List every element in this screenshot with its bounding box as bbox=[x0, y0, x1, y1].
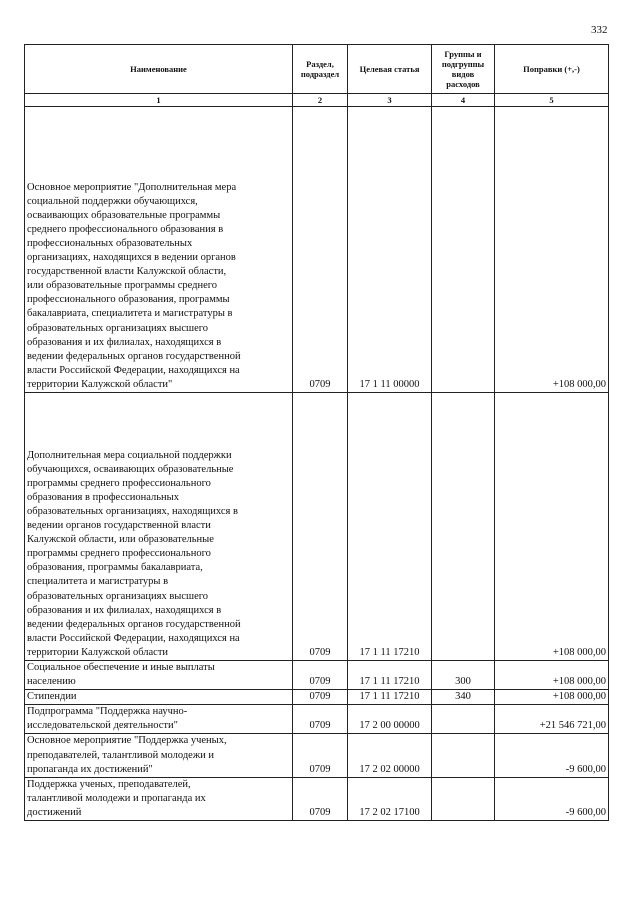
row-name-line: образовательных организациях высшего bbox=[27, 590, 209, 602]
row-section: 0709 bbox=[293, 661, 348, 690]
header-groups-line2: подгруппы bbox=[441, 59, 485, 69]
row-name-line: территории Калужской области bbox=[27, 646, 169, 658]
row-name-line: или образовательные программы среднего bbox=[27, 280, 218, 292]
row-name bbox=[25, 393, 293, 661]
row-amount: +21 546 721,00 bbox=[495, 705, 609, 734]
row-name-line: Калужской области, или образовательные bbox=[27, 534, 214, 546]
row-name-line: Дополнительная мера социальной поддержки bbox=[27, 449, 232, 461]
row-name-line: исследовательской деятельности" bbox=[27, 720, 178, 732]
row-name-line: профессионального образования, программы bbox=[27, 294, 230, 306]
row-name-line: образовательных организациях, находящихся в bbox=[27, 505, 238, 517]
row-group: 340 bbox=[432, 690, 495, 705]
row-section: 0709 bbox=[293, 690, 348, 705]
row-name-line: осваивающих образовательные программы bbox=[27, 209, 221, 221]
row-target: 17 1 11 17210 bbox=[348, 661, 432, 690]
row-name-line: Основное мероприятие "Дополнительная мера bbox=[27, 181, 237, 193]
row-name-line: Основное мероприятие "Поддержка ученых, bbox=[27, 735, 227, 747]
table-row bbox=[25, 734, 609, 777]
header-name: Наименование bbox=[25, 45, 293, 94]
header-amendments: Поправки (+,-) bbox=[495, 45, 609, 94]
column-number-1: 1 bbox=[25, 94, 293, 107]
column-number-row bbox=[25, 94, 609, 107]
row-amount: +108 000,00 bbox=[495, 393, 609, 661]
row-name-line: власти Российской Федерации, находящихся на bbox=[27, 364, 240, 376]
column-number-5: 5 bbox=[495, 94, 609, 107]
row-name-line: обучающихся, осваивающих образовательные bbox=[27, 463, 234, 475]
row-name-line: Стипендии bbox=[27, 691, 77, 703]
row-name-line: Социальное обеспечение и иные выплаты bbox=[27, 662, 215, 673]
row-amount: -9 600,00 bbox=[495, 734, 609, 777]
row-name-line: преподавателей, талантливой молодежи и bbox=[27, 749, 214, 761]
row-target: 17 2 02 17100 bbox=[348, 777, 432, 820]
header-groups-line1: Группы и bbox=[444, 49, 482, 59]
row-name-line: образовательных организациях высшего bbox=[27, 322, 209, 334]
column-number-2: 2 bbox=[293, 94, 348, 107]
row-name-line: ведении федеральных органов государственной bbox=[27, 350, 241, 362]
row-group bbox=[432, 777, 495, 820]
row-section: 0709 bbox=[293, 107, 348, 393]
row-group: 300 bbox=[432, 661, 495, 690]
row-name-line: достижений bbox=[27, 806, 82, 818]
budget-table bbox=[24, 44, 609, 821]
row-name-line: образования в профессиональных bbox=[27, 491, 179, 503]
row-name-line: государственной власти Калужской области, bbox=[27, 266, 227, 278]
row-group bbox=[432, 734, 495, 777]
row-name-line: ведении федеральных органов государственной bbox=[27, 618, 241, 630]
row-target: 17 2 02 00000 bbox=[348, 734, 432, 777]
header-groups bbox=[432, 45, 495, 94]
row-section: 0709 bbox=[293, 705, 348, 734]
row-name-line: специалитета и магистратуры в bbox=[27, 576, 169, 588]
header-section-line2: подраздел bbox=[300, 69, 340, 79]
header-groups-line4: расходов bbox=[446, 79, 480, 89]
table-row bbox=[25, 777, 609, 820]
row-name-line: ведении органов государственной власти bbox=[27, 520, 211, 532]
row-target: 17 1 11 17210 bbox=[348, 690, 432, 705]
row-name-line: программы среднего профессионального bbox=[27, 477, 211, 489]
row-name-line: населению bbox=[27, 676, 76, 688]
row-name-line: социальной поддержки обучающихся, bbox=[27, 195, 198, 207]
column-number-3: 3 bbox=[348, 94, 432, 107]
row-name-line: пропаганда их достижений" bbox=[27, 763, 153, 775]
table-row bbox=[25, 690, 609, 705]
row-target: 17 1 11 17210 bbox=[348, 393, 432, 661]
row-name-line: Поддержка ученых, преподавателей, bbox=[27, 778, 191, 790]
table-row bbox=[25, 705, 609, 734]
row-name-line: образования и их филиалах, находящихся в bbox=[27, 336, 222, 348]
row-name bbox=[25, 107, 293, 393]
header-row bbox=[25, 45, 609, 94]
row-name bbox=[25, 734, 293, 777]
table-row bbox=[25, 393, 609, 661]
row-section: 0709 bbox=[293, 393, 348, 661]
row-name-line: бакалавриата, специалитета и магистратуры в bbox=[27, 308, 233, 320]
row-name-line: власти Российской Федерации, находящихся на bbox=[27, 632, 240, 644]
row-name-line: образования, программы бакалавриата, bbox=[27, 562, 203, 574]
row-name-line: организациях, находящихся в ведении органов bbox=[27, 252, 236, 264]
row-target: 17 1 11 00000 bbox=[348, 107, 432, 393]
row-name-line: образования и их филиалах, находящихся в bbox=[27, 604, 222, 616]
row-name bbox=[25, 705, 293, 734]
row-name-line: программы среднего профессионального bbox=[27, 548, 211, 560]
row-section: 0709 bbox=[293, 734, 348, 777]
column-number-4: 4 bbox=[432, 94, 495, 107]
page-number: 332 bbox=[591, 24, 608, 36]
row-name bbox=[25, 777, 293, 820]
header-target: Целевая статья bbox=[348, 45, 432, 94]
header-groups-line3: видов bbox=[451, 69, 475, 79]
header-section-line1: Раздел, bbox=[306, 59, 334, 69]
row-amount: +108 000,00 bbox=[495, 661, 609, 690]
row-target: 17 2 00 00000 bbox=[348, 705, 432, 734]
row-name bbox=[25, 661, 293, 690]
row-name bbox=[25, 690, 293, 705]
row-name-line: среднего профессионального образования в bbox=[27, 223, 224, 235]
row-amount: -9 600,00 bbox=[495, 777, 609, 820]
header-section bbox=[293, 45, 348, 94]
row-amount: +108 000,00 bbox=[495, 107, 609, 393]
row-name-line: Подпрограмма "Поддержка научно- bbox=[27, 706, 188, 718]
row-name-line: талантливой молодежи и пропаганда их bbox=[27, 792, 206, 804]
row-section: 0709 bbox=[293, 777, 348, 820]
row-name-line: территории Калужской области" bbox=[27, 378, 173, 390]
table-row bbox=[25, 107, 609, 393]
row-group bbox=[432, 705, 495, 734]
table-row bbox=[25, 661, 609, 690]
row-group bbox=[432, 107, 495, 393]
row-amount: +108 000,00 bbox=[495, 690, 609, 705]
row-group bbox=[432, 393, 495, 661]
row-name-line: профессиональных образовательных bbox=[27, 237, 193, 249]
